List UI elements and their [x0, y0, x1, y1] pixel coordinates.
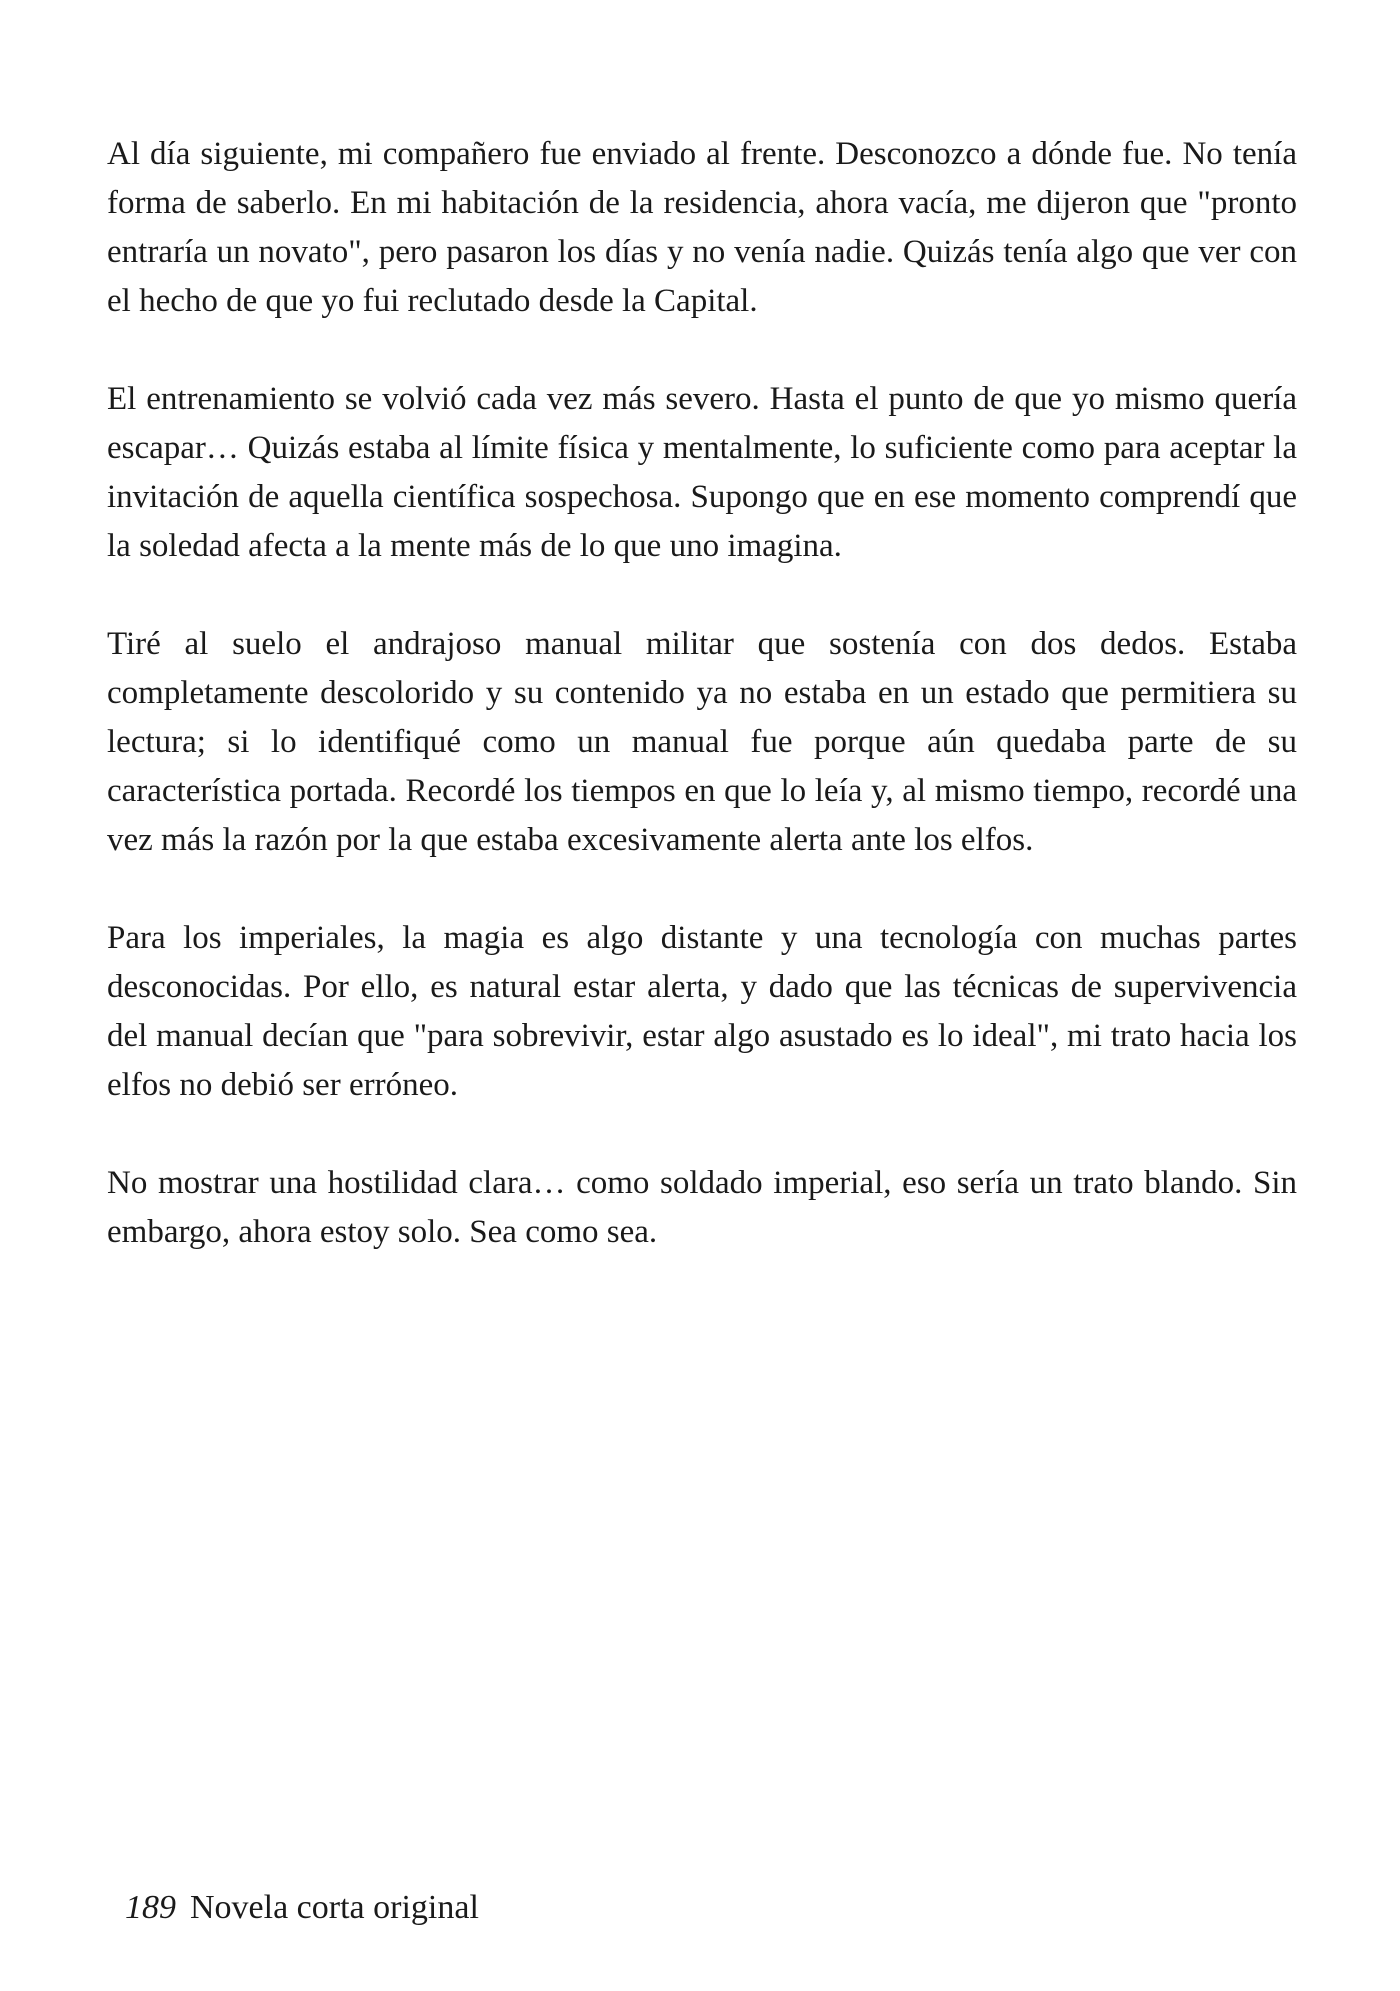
- page-footer: [125, 1886, 479, 1930]
- body-text: [107, 130, 1297, 1306]
- paragraph: Al día siguiente, mi compañero fue enviado al frente. Desconozco a dónde fue. No tenía forma de saberlo. En mi habitación de la residencia, ahora vacía, me dijeron que "pronto entraría un novato", pero pasaron los días y no venía nadie. Quizás tenía algo que ver con el hecho de que yo fui reclutado desde la Capital.: [107, 136, 1297, 319]
- paragraph: Tiré al suelo el andrajoso manual militar que sostenía con dos dedos. Estaba completamente descolorido y su contenido ya no estaba en un estado que permitiera su lectura; si lo identifiqué como un manual fue porque aún quedaba parte de su característica portada. Recordé los tiempos en que lo leía y, al mismo tiempo, recordé una vez más la razón por la que estaba excesivamente alerta ante los elfos.: [107, 626, 1297, 858]
- paragraph: Para los imperiales, la magia es algo distante y una tecnología con muchas partes desconocidas. Por ello, es natural estar alerta, y dado que las técnicas de supervivencia del manual decían que "para sobrevivir, estar algo asustado es lo ideal", mi trato hacia los elfos no debió ser erróneo.: [107, 920, 1297, 1103]
- page-number: 189: [125, 1889, 176, 1926]
- book-title: Novela corta original: [190, 1889, 479, 1926]
- paragraph: No mostrar una hostilidad clara… como soldado imperial, eso sería un trato blando. Sin embargo, ahora estoy solo. Sea como sea.: [107, 1165, 1297, 1250]
- paragraph: El entrenamiento se volvió cada vez más severo. Hasta el punto de que yo mismo quería escapar… Quizás estaba al límite física y mentalmente, lo suficiente como para aceptar la invitación de aquella científica sospechosa. Supongo que en ese momento comprendí que la soledad afecta a la mente más de lo que uno imagina.: [107, 381, 1297, 564]
